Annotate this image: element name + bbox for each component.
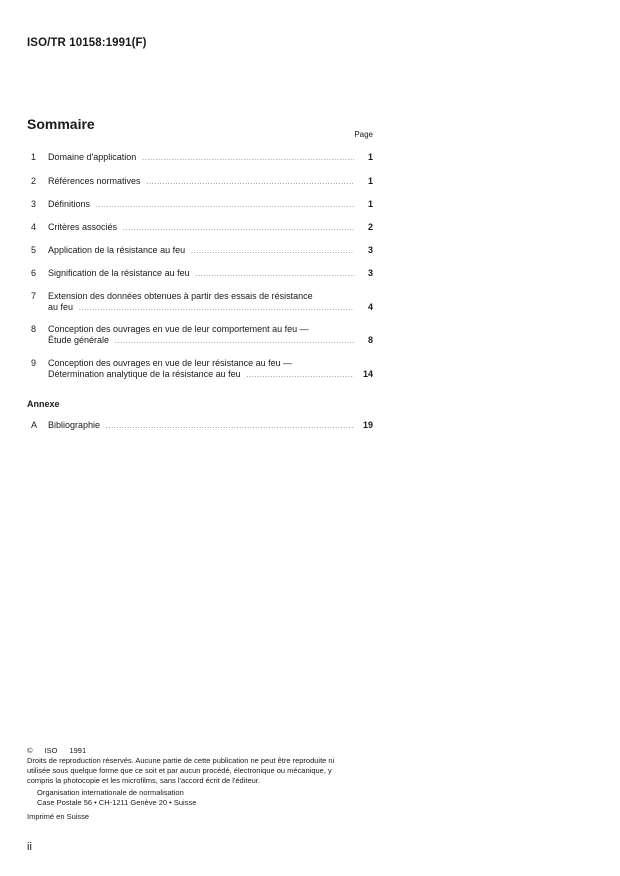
document-identifier: ISO/TR 10158:1991(F) [27, 37, 147, 49]
toc-entry-title: Application de la résistance au feu [48, 245, 186, 255]
dot-leader [191, 247, 354, 258]
toc-entry-number: 5 [31, 245, 37, 255]
dot-leader [115, 337, 354, 348]
toc-entry-title: Domaine d'application [48, 152, 137, 162]
printed-in: Imprimé en Suisse [27, 812, 90, 821]
organisation-address: Case Postale 56 • CH-1211 Genève 20 • Suisse [37, 798, 197, 807]
toc-entry-title: au feu [48, 302, 74, 312]
toc-entry-page: 1 [367, 176, 373, 186]
toc-entry-title: Étude générale [48, 335, 110, 345]
toc-entry-page: 2 [367, 222, 373, 232]
rights-text: Droits de reproduction réservés. Aucune partie de cette publication ne peut être reproduite ni utilisée sous quelque forme que ce soit et par aucun procédé, électronique ou mécanique, y compris la photocopie et les microfilms, sans l'accord écrit de l'éditeur. [27, 756, 335, 785]
dot-leader [96, 201, 354, 212]
toc-entry-page: 3 [367, 245, 373, 255]
toc-entry-number: 4 [31, 222, 37, 232]
toc-title: Sommaire [27, 116, 95, 132]
toc-entry-title: Définitions [48, 199, 91, 209]
dot-leader [142, 154, 354, 165]
toc-entry-page: 14 [362, 369, 373, 379]
toc-entry-title: Conception des ouvrages en vue de leur résistance au feu — [48, 358, 293, 368]
toc-entry-page: 8 [367, 335, 373, 345]
toc-entry-title: Références normatives [48, 176, 141, 186]
toc-entry-title: Critères associés [48, 222, 118, 232]
toc-entry-title: Signification de la résistance au feu [48, 268, 190, 278]
dot-leader [106, 422, 354, 433]
organisation-name: Organisation internationale de normalisation [37, 788, 184, 797]
toc-entry-number: 6 [31, 268, 37, 278]
toc-entry-title: Extension des données obtenues à partir des essais de résistance [48, 291, 313, 301]
toc-entry-title: Conception des ouvrages en vue de leur comportement au feu — [48, 324, 309, 334]
toc-entry-page: 3 [367, 268, 373, 278]
annex-heading: Annexe [27, 399, 60, 409]
toc-entry-title: Bibliographie [48, 420, 101, 430]
copyright-year: 1991 [69, 746, 87, 755]
toc-entry-number: 3 [31, 199, 37, 209]
copyright-notice [27, 746, 345, 822]
toc-entry-title: Détermination analytique de la résistance au feu [48, 369, 241, 379]
toc-entry-number: 8 [31, 324, 37, 334]
toc-entry-page: 4 [367, 302, 373, 312]
toc-entry-page: 1 [367, 152, 373, 162]
page-column-label: Page [354, 130, 373, 139]
toc-entry-number: 7 [31, 291, 37, 301]
copyright-org: ISO [44, 746, 58, 755]
toc-entry-page: 19 [362, 420, 373, 430]
toc-entry-number: 1 [31, 152, 37, 162]
toc-entry-page: 1 [367, 199, 373, 209]
page-number: ii [27, 841, 32, 853]
dot-leader [147, 178, 354, 189]
dot-leader [247, 371, 354, 382]
dot-leader [79, 304, 354, 315]
dot-leader [196, 270, 354, 281]
toc-entry-number: A [31, 420, 38, 430]
dot-leader [123, 224, 354, 235]
toc-entry-number: 2 [31, 176, 37, 186]
copyright-symbol: © [27, 746, 33, 755]
toc-entry-number: 9 [31, 358, 37, 368]
